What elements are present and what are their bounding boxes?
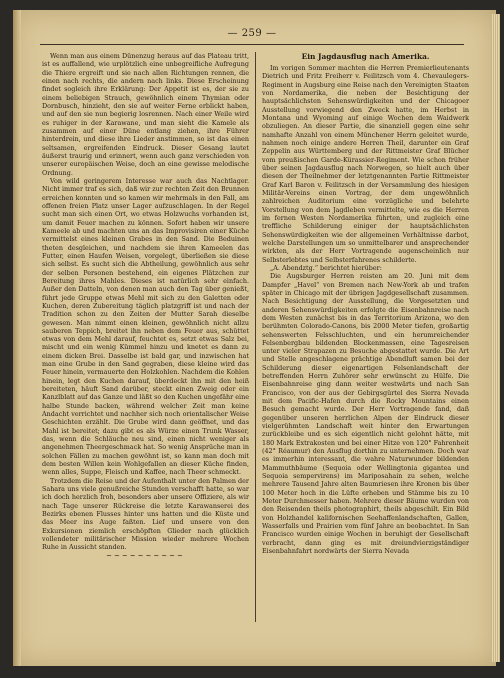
right-column (262, 52, 469, 622)
right-paragraph-1: Im vorigen Sommer machten die Herren Premierlieutenants Dietrich und Fritz Freiherr v. Feilitzsch vom 4. Chevaulegers-Regiment in Augsburg eine Reise nach den Vereinigten Staaten von Nordamerika, die neben der Besichtigung der hauptsächlichsten Sehenswürdigkeiten und der Chicagoer Ausstellung vorwiegend den Zweck hatte, im Herbst in Montana und Wyoming auf einige Wochen dem Waidwerk obzuliegen. An dieser Partie, die sinanziell gegen eine sehr namhafte Anzahl von einem Münchener Herrn geleitet wurde, nahmen noch einige andere Herren Theil, darunter ein Graf Zeppelin aus Württemberg und der Rittmeister Graf Blücher vom preußischen Garde-Kürassier-Regiment. Wie schon früher über seinen Jagdausflug nach Norwegen, so hielt auch über diesen der Theilnehmer der letztgenannten Partie Rittmeister Graf Karl Baron v. Feilitzsch in der Versammlung des hiesigen Militär-Vereins einen Vortrag, der dem ungewöhnlich zahlreichen Auditorium eine vorzügliche und belehrte Vorstellung von dem Jagdleben vermittelte, wie es die Herren im fernen Westen Nordamerika führten, und zugleich eine treffliche Schilderung einiger der hauptsächlichsten Sehenswürdigkeiten wie der allgemeinen Verhältnisse darbot, welche Darstellungen um so unmittelbarer und ansprechender wirkten, als der Herr Vortragende augenscheinlich nur Selbsterlebtes und Selbsterfahrenes schilderte. (262, 64, 469, 264)
header-rule (40, 44, 464, 45)
column-divider (255, 52, 256, 622)
left-paragraph-3: Trotzdem die Reise und der Aufenthalt unter den Palmen der Sahara uns viele genußreiche Stunden verschafft hatte, so war ich doch herzlich froh, besonders aber unsere Offiziere, als wir nach Tage unserer Rückreise die letzte Karawanserei des Bezirks ebenen Flusses hinter uns hatten und die Küste und das Meer ins Auge faßten. Lief und unsere von den Exkursionen ziemlich erschöpften Glieder nach glücklich vollendeter militärischer Mission wieder mehrere Wochen Ruhe in Aussicht standen. (42, 476, 249, 552)
page-number: — 259 — (227, 28, 277, 39)
right-paragraph-2: Die Augsburger Herren reisten am 20. Juni mit dem Dampfer „Havel“ von Bremen nach New-York ab und trafen später in Chicago mit der übrigen Jagdgesellschaft zusammen. Nach Besichtigung der Ausstellung, die Vorgesetzten und anderen Sehenswürdigkeiten erfolgte die Eisenbahnreise nach dem Westen zunächst bis in das Territorium Arizona, wo den berühmten Colorado-Canons, bis 2000 Meter tiefen, großartig sehenswerten Felsschluchten, und ein herumreichender Felsenbergbau bildenden Blockenmassen, eine Tagesreisen unter vieler Strapazen zu Besuche abgestattet wurde. Die Art und Stelle angeschlagene prächtige Abendluft samen bei der Schilderung dieser eigenartigen Felsenlandschaft der betreffenden Herrn Zuhörer sehr erwünscht zu Hülfe. Die Eisenbahnreise ging dann weiter westwärts und nach San Francisco, von der aus der Gebirgsgürtel des Sierra Nevada mit dem Pacific-Hafen durch die Rocky Mountains einen Besuch gemacht wurde. Der Herr Vortragende fand, daß gegenüber unseren herrlichen Alpen der Eindruck dieser vielgerühmten Landschaft weit hinter den Erwartungen zurückbleibe und es sich eigentlich nicht gelohnt hätte, mit 180 Mark Extrakosten und bei einer Hitze von 120° Fahrenheit (42° Réaumur) den Ausflug dorthin zu unternehmen. Doch war es immerhin interessant, die wahre Naturwunder bildenden Mammuthbäume (Sequoia oder Wellingtonia gigantea und Sequoia sempervirens) im Mariposahain zu sehen, welche mehrere Tausend Jahre alten Baumriesen ihre Kronen bis über 100 Meter hoch in die Lüfte erheben und Stämme bis zu 10 Meter Durchmesser haben. Mehrere dieser Bäume wurden von den Reisenden theils photographirt, theils abgeschilt. Ein Bild von Holzhandel kalifornischen Seehaffenlandschaften, Gallen, Wasserfalls und Prairien vom fünf Jahre an beobachtet. In San Francisco wurden einige Wochen in beruhigt der Gesellschaft verbracht, dann ging es mit dreiundvierzigständiger Eisenbahnfahrt nordwärts der Sierra Nevada (262, 272, 469, 556)
end-ornament: ~~~~~~~~~~ (106, 551, 185, 560)
page-edge-stack (491, 14, 500, 662)
left-paragraph-2: Von wild geringerem Interesse war auch das Nachtlager. Nicht immer traf es sich, daß wir zur rechten Zeit den Brunnen erreichen konnten und so kamen wir mehrmals in den Fall, am offenen freien Platz unser Lager aufzuschlagen. In der Regel sucht man sich einen Ort, wo etwas Holzwuchs vorhanden ist, um damit Feuer machen zu können. Sofort haben wir unsere Kameele ab und machten uns an das Improvisiren einer Küche vermittelst eines kleinen Grabes in den Sand. Die Beduinen theten desgleichen, und nachdem sie ihren Kameelen das Futter, einen Haufen Weisen, vorgelegt, überließen sie diese sich selbst. Es sucht sich die Abtheilung, gewöhnlich aus sehr der selben Personen bestehend, ein eigenes Plätzchen zur Bereitung ihres Mahles. Dieses ist natürlich sehr einfach. Außer den Datteln, von denen man auch den Tag über genießt, führt jede Gruppe etwas Mehl mit sich zu den Galetten oder Kuchen, deren Zubereitung täglich platzgriff ist und nach der Tradition schon zu den Zeiten der Mutter Sarah dieselbe gewesen. Man nimmt einen kleinen, gewöhnlich nicht allzu sauberen Teppich, breitet ihn neben dem Feuer aus, schüttet etwas von dem Mehl darauf, feuchtet es, setzt etwas Salz bei, mischt und ein wenig Kümmel hinzu und knetet es dann zu einem dicken Brei. Dasselbe ist bald gar, und inzwischen hat man eine Grube in den Sand gegraben, diese kleine wird das Feuer hinein, vermauerte den Holzkohlen. Nachdem die Kohlen hinein, legt den Kuchen darauf, überdeckt ihn mit den heiß bereiteten, häuft Sand darüber, steckt einen Zweig oder ein Kanzlblatt auf das Ganze und läßt so den Kuchen ungefähr eine halbe Stunde backen, während welcher Zeit man keine Andacht verrichtet und nachher sich noch orientalischer Weise Geschichten erzählt. Die Grube wird dann geöffnet, und das Mahl ist bereitet; dazu gibt es als Würze einen Trunk Wasser, das, wenn die Schläuche neu sind, einen nicht weniger als angenehmen Theergeschmack hat. So wenig Ansprüche man in solchen Fällen zu machen gewöhnt ist, so kann man doch mit dem besten Willen kein Wohlgefallen an dieser Küche finden, wenn alles, Suppe, Fleisch und Kaffee, nach Theer schmeckt. (42, 176, 249, 477)
page-gutter-shadow (13, 10, 21, 666)
left-column (42, 52, 249, 622)
article-title: Ein Jagdausflug nach Amerika. (301, 52, 430, 61)
right-source-line: „A. Abendztg.“ berichtet hierüber: (270, 263, 382, 272)
left-paragraph-1: Wenn man aus einem Dünenzug heraus auf das Plateau tritt, ist es auffallend, wie urplötzlich eine unbegreifliche Aufregung die Thiere ergreift und sie nach allen Richtungen rennen, die einen nach rechts, die andern nach links. Diese Erscheinung findet sogleich ihre Erklärung: Der Appetit ist es, der sie zu einem beliebigen Strauch, gewöhnlich einem Thymian oder Dornbusch, hinzieht, den sie auf weiter Ferne erblickt haben, und auf den sie nun begierig losrennen. Nach einer Weile wird es ruhiger in der Karawane, und man sieht die Kamele als zusammen auf einer Düne entlang ziehen, ihre Führer hinterdrein, und diese ihre Lieder anstimmen, so ist das einen seltsamen, ergreifenden Eindruck. Dieser Gesang lautet äußerst traurig und erinnert, wenn auch ganz verschieden von unserer europäischen Weise, doch an eine gewisse melodische Ordnung. (42, 52, 249, 177)
